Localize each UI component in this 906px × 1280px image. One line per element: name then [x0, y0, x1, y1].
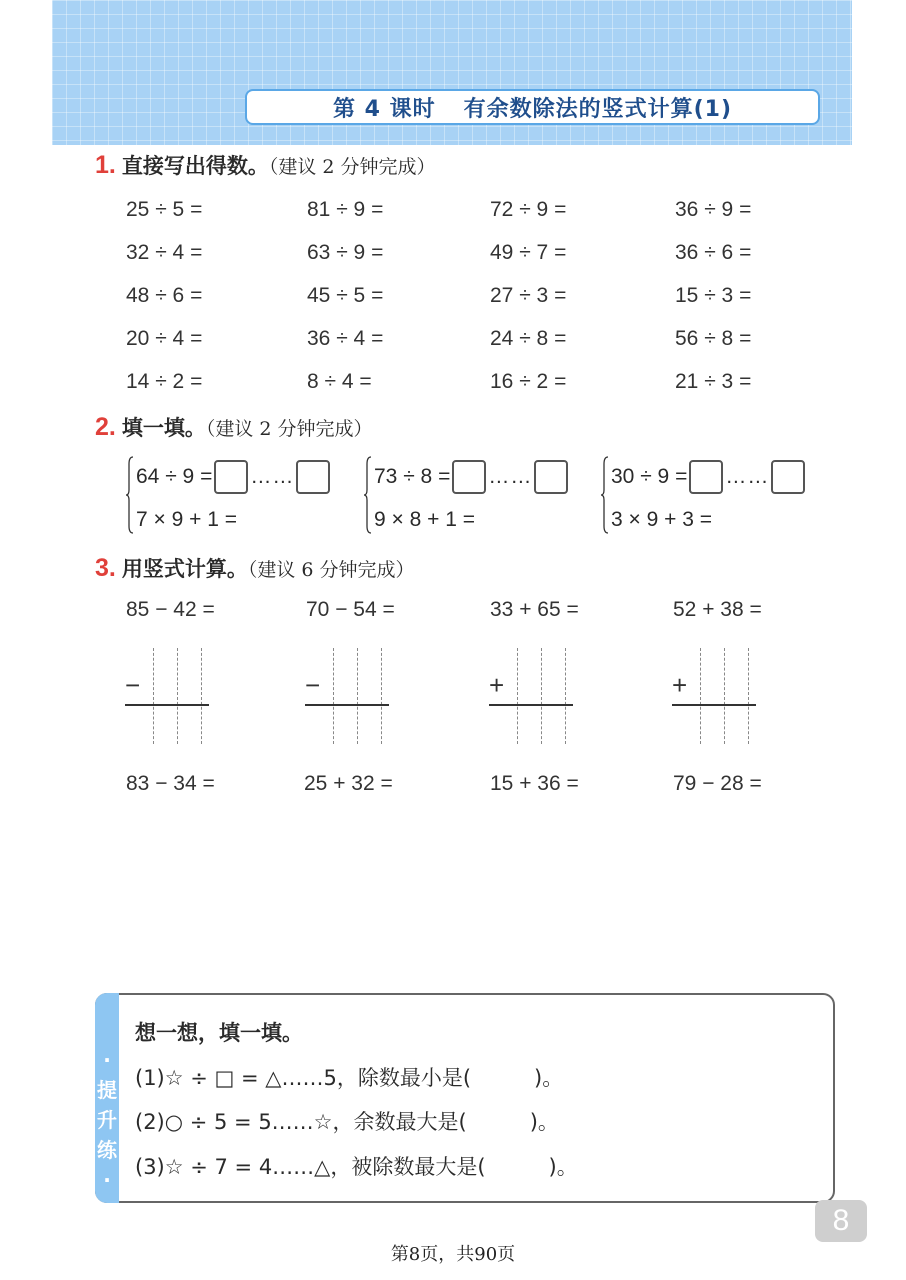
quotient-answer-box[interactable] — [452, 460, 486, 494]
division-expression: 73 ÷ 8 = — [374, 465, 451, 488]
q3-expr: 85 − 42 = — [126, 598, 215, 621]
remainder-dots: …… — [250, 465, 295, 488]
advanced-practice-item: (2)○ ÷ 5 = 5……☆，余数最大是( )。 — [135, 1110, 559, 1134]
brace-icon — [601, 456, 609, 534]
operator-sign: − — [125, 670, 141, 700]
q3-expr: 25 + 32 = — [304, 772, 393, 795]
q2-heading — [95, 412, 373, 442]
q1-expr: 36 ÷ 9 = — [675, 198, 752, 221]
q2-group-1 — [126, 456, 361, 536]
q1-expr: 72 ÷ 9 = — [490, 198, 567, 221]
quotient-answer-box[interactable] — [689, 460, 723, 494]
lesson-number: 第 4 课时 — [332, 96, 436, 122]
q1-number: 1. — [95, 151, 116, 179]
q2-title: 填一填。 — [121, 416, 206, 440]
check-expression: 9 × 8 + 1 = — [374, 508, 476, 531]
q1-expr: 24 ÷ 8 = — [490, 327, 567, 350]
q1-expr: 21 ÷ 3 = — [675, 370, 752, 393]
advanced-practice-item: (3)☆ ÷ 7 = 4……△，被除数最大是( )。 — [135, 1155, 578, 1179]
vertical-calc-frame — [125, 648, 211, 748]
advanced-practice-label: ·提升练· — [97, 1048, 117, 1192]
q2-number: 2. — [95, 413, 116, 441]
q1-expr: 25 ÷ 5 = — [126, 198, 203, 221]
q3-title: 用竖式计算。 — [121, 557, 248, 581]
q1-expr: 14 ÷ 2 = — [126, 370, 203, 393]
page-number-badge: 8 — [815, 1200, 867, 1242]
q3-expr: 83 − 34 = — [126, 772, 215, 795]
q1-hint: （建议 2 分钟完成） — [268, 156, 436, 178]
q3-hint: （建议 6 分钟完成） — [247, 559, 415, 581]
q1-title: 直接写出得数。 — [121, 154, 269, 178]
remainder-answer-box[interactable] — [296, 460, 330, 494]
vertical-calc-frame — [489, 648, 575, 748]
advanced-practice-tab — [95, 993, 119, 1203]
lesson-title: 有余数除法的竖式计算(1) — [463, 96, 733, 122]
q1-expr: 16 ÷ 2 = — [490, 370, 567, 393]
remainder-answer-box[interactable] — [534, 460, 568, 494]
vertical-calc-frame — [672, 648, 758, 748]
q1-expr: 8 ÷ 4 = — [307, 370, 372, 393]
remainder-dots: …… — [488, 465, 533, 488]
q2-group-3 — [601, 456, 841, 536]
q1-expr: 81 ÷ 9 = — [307, 198, 384, 221]
q1-expr: 48 ÷ 6 = — [126, 284, 203, 307]
remainder-answer-box[interactable] — [771, 460, 805, 494]
q1-expr: 45 ÷ 5 = — [307, 284, 384, 307]
brace-icon — [364, 456, 372, 534]
q1-expr: 32 ÷ 4 = — [126, 241, 203, 264]
q3-number: 3. — [95, 554, 116, 582]
advanced-practice-item: (1)☆ ÷ □ = △……5，除数最小是( )。 — [135, 1066, 564, 1090]
q3-heading — [95, 553, 415, 583]
q1-expr: 36 ÷ 4 = — [307, 327, 384, 350]
q1-expr: 36 ÷ 6 = — [675, 241, 752, 264]
q2-group-2 — [364, 456, 599, 536]
q3-expr: 15 + 36 = — [490, 772, 579, 795]
lesson-title-bar — [245, 89, 820, 125]
remainder-dots: …… — [725, 465, 770, 488]
q2-hint: （建议 2 分钟完成） — [205, 418, 373, 440]
page-footer: 第8页，共90页 — [390, 1244, 516, 1265]
operator-sign: + — [489, 670, 505, 700]
q3-expr: 79 − 28 = — [673, 772, 762, 795]
q1-expr: 49 ÷ 7 = — [490, 241, 567, 264]
q1-expr: 20 ÷ 4 = — [126, 327, 203, 350]
operator-sign: + — [672, 670, 688, 700]
q1-heading — [95, 150, 436, 180]
vertical-calc-frame — [305, 648, 391, 748]
q3-expr: 33 + 65 = — [490, 598, 579, 621]
quotient-answer-box[interactable] — [214, 460, 248, 494]
q3-expr: 52 + 38 = — [673, 598, 762, 621]
q3-expr: 70 − 54 = — [306, 598, 395, 621]
division-expression: 30 ÷ 9 = — [611, 465, 688, 488]
brace-icon — [126, 456, 134, 534]
q1-expr: 63 ÷ 9 = — [307, 241, 384, 264]
advanced-practice-box — [95, 993, 835, 1203]
q1-expr: 56 ÷ 8 = — [675, 327, 752, 350]
division-expression: 64 ÷ 9 = — [136, 465, 213, 488]
operator-sign: − — [305, 670, 321, 700]
q1-expr: 27 ÷ 3 = — [490, 284, 567, 307]
q1-expr: 15 ÷ 3 = — [675, 284, 752, 307]
check-expression: 3 × 9 + 3 = — [611, 508, 713, 531]
advanced-practice-title: 想一想，填一填。 — [135, 1021, 303, 1045]
check-expression: 7 × 9 + 1 = — [136, 508, 238, 531]
